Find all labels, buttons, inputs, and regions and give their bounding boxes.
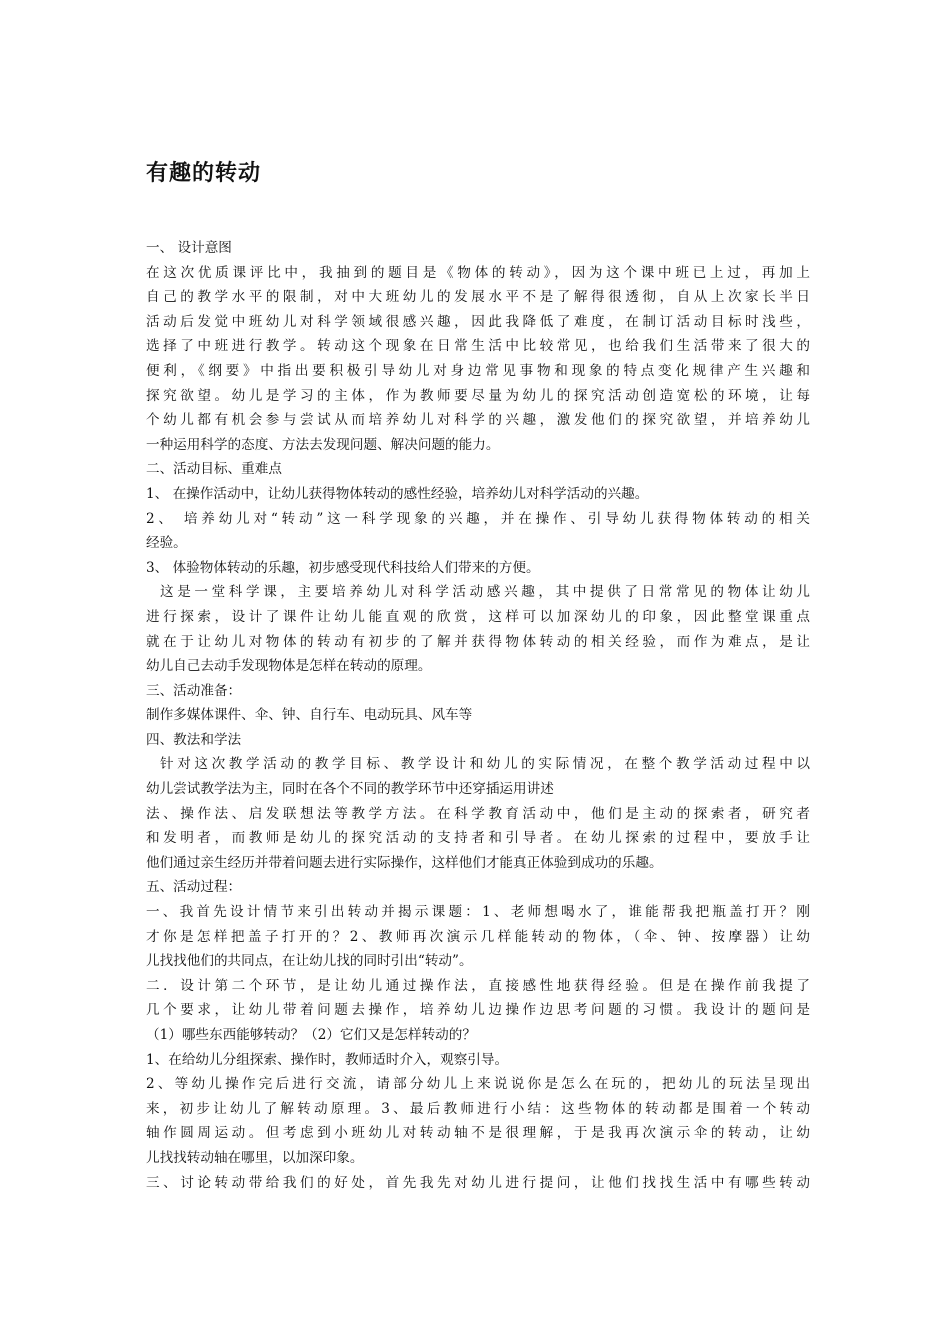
document-title: 有趣的转动 [146, 161, 262, 186]
body-line: 探究欲望。幼儿是学习的主体，作为教师要尽量为幼儿的探究活动创造宽松的环境，让每 [146, 387, 810, 404]
body-line: 在这次优质课评比中，我抽到的题目是《物体的转动》，因为这个课中班已上过，再加上 [146, 264, 810, 281]
body-line: 经验。 [146, 535, 187, 552]
body-line: 儿找找他们的共同点，在让幼儿找的同时引出“转动”。 [146, 953, 473, 970]
body-line: 幼儿自己去动手发现物体是怎样在转动的原理。 [146, 658, 432, 675]
body-line: 一、我首先设计情节来引出转动并揭示课题：1、老师想喝水了，谁能帮我把瓶盖打开？刚 [146, 904, 810, 921]
body-line: 几个要求，让幼儿带着问题去操作，培养幼儿边操作边思考问题的习惯。我设计的题问是 [146, 1002, 810, 1019]
body-line: 幼儿尝试教学法为主，同时在各个不同的教学环节中还穿插运用讲述 [146, 781, 554, 798]
body-line: 他们通过亲生经历并带着问题去进行实际操作，这样他们才能真正体验到成功的乐趣。 [146, 854, 663, 871]
body-line: 二．设计第二个环节，是让幼儿通过操作法，直接感性地获得经验。但是在操作前我提了 [146, 977, 810, 994]
body-line: 来，初步让幼儿了解转动原理。3、最后教师进行小结：这些物体的转动都是围着一个转动 [146, 1100, 810, 1117]
body-line: 自己的教学水平的限制，对中大班幼儿的发展水平不是了解得很透彻，自从上次家长半日 [146, 289, 810, 306]
body-line: 这是一堂科学课，主要培养幼儿对科学活动感兴趣，其中提供了日常常见的物体让幼儿 [160, 584, 810, 601]
body-line: 就在于让幼儿对物体的转动有初步的了解并获得物体转动的相关经验，而作为难点，是让 [146, 633, 810, 650]
body-line: 便利，《纲要》中指出要积极引导幼儿对身边常见事物和现象的特点变化规律产生兴趣和 [146, 362, 810, 379]
body-line: 进行探索，设计了课件让幼儿能直观的欣赏，这样可以加深幼儿的印象，因此整堂课重点 [146, 608, 810, 625]
body-line: 选择了中班进行教学。转动这个现象在日常生活中比较常见，也给我们生活带来了很大的 [146, 338, 810, 355]
body-line: 一、 设计意图 [146, 240, 232, 256]
body-line: 1、在给幼儿分组探索、操作时，教师适时介入，观察引导。 [146, 1051, 509, 1068]
body-line: 2、 培养幼儿对“转动”这一科学现象的兴趣，并在操作、引导幼儿获得物体转动的相关 [146, 510, 810, 527]
body-line: 五、活动过程： [146, 879, 242, 896]
body-line: 轴作圆周运动。但考虑到小班幼儿对转动轴不是很理解，于是我再次演示伞的转动，让幼 [146, 1125, 810, 1142]
body-line: 制作多媒体课件、伞、钟、自行车、电动玩具、风车等 [146, 707, 473, 724]
body-line: 一种运用科学的态度、方法去发现问题、解决问题的能力。 [146, 436, 500, 453]
body-line: 1、 在操作活动中，让幼儿获得物体转动的感性经验，培养幼儿对科学活动的兴趣。 [146, 485, 649, 502]
body-line: 四、教法和学法 [146, 731, 242, 748]
body-line: 和发明者，而教师是幼儿的探究活动的支持者和引导者。在幼儿探索的过程中，要放手让 [146, 830, 810, 847]
body-line: 二、活动目标、重难点 [146, 461, 282, 478]
document-body [146, 236, 810, 1195]
body-line: （1）哪些东西能够转动？（2）它们又是怎样转动的？ [146, 1027, 476, 1043]
body-line: 三、讨论转动带给我们的好处，首先我先对幼儿进行提问，让他们找找生活中有哪些转动 [146, 1174, 810, 1191]
body-line: 个幼儿都有机会参与尝试从而培养幼儿对科学的兴趣，激发他们的探究欲望，并培养幼儿 [146, 412, 810, 429]
body-line: 法、操作法、启发联想法等教学方法。在科学教育活动中，他们是主动的探索者，研究者 [146, 805, 810, 822]
body-line: 活动后发觉中班幼儿对科学领域很感兴趣，因此我降低了难度，在制订活动目标时浅些， [146, 313, 810, 330]
body-line: 才你是怎样把盖子打开的？2、教师再次演示几样能转动的物体，（伞、钟、按摩器）让幼 [146, 928, 810, 945]
body-line: 2、等幼儿操作完后进行交流，请部分幼儿上来说说你是怎么在玩的，把幼儿的玩法呈现出 [146, 1076, 810, 1093]
body-line: 儿找找转动轴在哪里，以加深印象。 [146, 1149, 364, 1166]
body-line: 3、 体验物体转动的乐趣，初步感受现代科技给人们带来的方便。 [146, 559, 540, 576]
body-line: 三、活动准备： [146, 682, 242, 699]
body-line: 针对这次教学活动的教学目标、教学设计和幼儿的实际情况，在整个教学活动过程中以 [160, 756, 810, 773]
